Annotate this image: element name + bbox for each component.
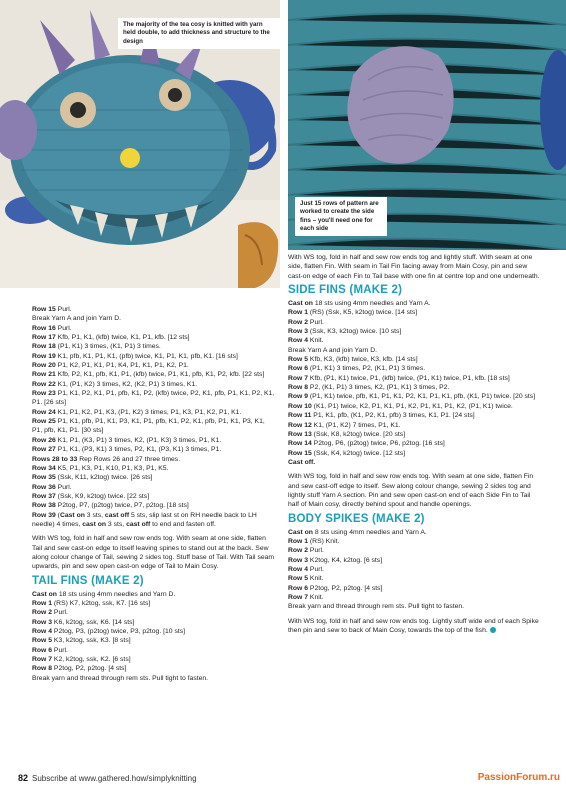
row-emphasis: cast on	[82, 520, 107, 528]
pattern-row-39	[32, 511, 276, 530]
row-label: Row 7	[32, 656, 53, 664]
pattern-row	[32, 436, 276, 445]
row-text: Purl.	[308, 547, 324, 555]
row-text: P2tog, P2, p2tog. [4 sts]	[52, 665, 127, 673]
row-text: P2tog, P3, (p2tog) twice, P3, p2tog. [10 sts]	[52, 628, 186, 635]
row-text: Knit.	[308, 337, 324, 345]
row-label: Row 34	[32, 464, 56, 472]
pattern-row	[32, 455, 276, 464]
pattern-rows-body-spikes	[288, 537, 543, 612]
row-label: Row 14	[288, 440, 312, 448]
side-fin-photo	[288, 0, 566, 250]
pattern-row	[288, 402, 543, 411]
row-label: Row 1	[288, 537, 309, 545]
row-emphasis: cast off	[126, 520, 151, 528]
side-fin-instructions: With WS tog, fold in half and sew row ends tog. With seam at one side, flatten Fin and sew cast-off edge to itself. Sew along colour change, sewing 2 sides tog and lightly stuff Yarn A section. Pin and sew open cast-on end of each Side Fin to Tail half of Main cosy, directly behind spout and handle openings.	[288, 473, 534, 509]
pattern-row	[32, 380, 276, 389]
row-label: Row 26	[32, 436, 56, 444]
row-text: K1, (P1, K2) 7 times, P1, K1.	[311, 421, 401, 429]
side-fins-cast-off: Cast off.	[288, 458, 316, 466]
row-label: Row 24	[32, 408, 56, 416]
body-spikes-heading: BODY SPIKES (MAKE 2)	[288, 512, 425, 525]
row-text: (RS) Knit.	[308, 537, 340, 545]
pattern-row	[288, 593, 543, 602]
row-text: P1, K2, P1, K1, P1, K4, P1, K1, P1, K2, P1.	[55, 362, 189, 370]
row-label: Row 15	[32, 306, 56, 313]
row-text: 3 sts,	[84, 511, 105, 519]
row-text: Break Yarn A and join Yarn D.	[32, 315, 122, 323]
row-text: P1, K1, pfb, (K1, P2, K1, pfb) 3 times, K1, P1. [24 sts]	[311, 412, 475, 420]
pattern-row	[32, 646, 276, 655]
pattern-row	[32, 445, 276, 454]
row-text: P1, K1, P2, K1, P1, pfb, K1, P2, (kfb) twice, P2, K1, pfb, P1, K1, P2, K1, P1. [26 sts]	[32, 390, 275, 407]
pattern-rows-tail	[32, 305, 276, 511]
photo-caption: The majority of the tea cosy is knitted with yarn held double, to add thickness and structure to the design	[118, 18, 280, 49]
row-label: Row 2	[288, 318, 309, 326]
row-text: K6, k2tog, ssk, K6. [14 sts]	[52, 618, 135, 626]
pattern-row	[32, 389, 276, 408]
pattern-row	[288, 602, 543, 611]
row-label: Row 7	[288, 374, 309, 382]
row-text: Purl.	[55, 306, 72, 313]
cast-on-label: Cast on	[288, 300, 313, 308]
row-text: P1, K1, pfb, P1, K1, P3, K1, P1, pfb, K1, P2, K1, pfb, P1, K1, P3, K1, P1, pfb, K1, P1. [30 sts]	[32, 418, 265, 435]
row-label: Row 4	[288, 337, 309, 345]
row-label: Row 13	[288, 430, 312, 438]
pattern-row	[32, 608, 276, 617]
row-label: Row 2	[32, 609, 53, 617]
row-text: K1, (P1, K2) 3 times, K2, (K2, P1) 3 times, K1.	[55, 380, 198, 388]
row-text: (Ssk, K11, k2tog) twice. [26 sts]	[55, 474, 153, 482]
row-text: Purl.	[308, 318, 324, 326]
row-label: Row 23	[32, 390, 56, 398]
pattern-row	[32, 417, 276, 436]
row-text: P2, (K1, P1) 3 times, K2, (P1, K1) 3 times, P2.	[308, 384, 450, 392]
pattern-row	[32, 342, 276, 351]
row-label: Row 6	[288, 584, 309, 592]
row-label: Row 6	[288, 365, 309, 373]
pattern-row	[288, 574, 543, 583]
body-spikes-cast-on	[288, 528, 543, 537]
row-text: Purl.	[52, 609, 68, 617]
row-label: Row 17	[32, 334, 56, 342]
pattern-row	[32, 305, 276, 314]
subscribe-link[interactable]: Subscribe at www.gathered.how/simplyknitting	[32, 774, 197, 783]
row-label: Row 37	[32, 492, 56, 500]
row-label: Row 39	[32, 511, 56, 519]
photo-caption-right: Just 15 rows of pattern are worked to create the side fins – you'll need one for each side	[295, 197, 387, 236]
row-label: Row 10	[288, 402, 312, 410]
pattern-row	[288, 392, 543, 401]
page-footer	[18, 773, 197, 783]
pattern-row	[288, 421, 543, 430]
row-text: (RS) K7, k2tog, ssk, K7. [16 sts]	[52, 599, 151, 607]
row-label: Row 25	[32, 418, 56, 426]
row-label: Row 38	[32, 502, 56, 510]
row-label: Row 5	[288, 356, 309, 364]
row-label: Row 19	[32, 352, 56, 360]
row-text: Purl.	[52, 646, 68, 654]
pattern-row	[32, 483, 276, 492]
row-text: K1, P1, K2, P1, K3, (P1, K2) 3 times, P1, K3, P1, K2, P1, K1.	[55, 408, 242, 416]
row-text: 5 sts, slip last st on RH needle back to LH needle) 4 times,	[32, 511, 257, 528]
row-label: Row 22	[32, 380, 56, 388]
row-text: Kfb, (P1, K1) twice, P1, (kfb) twice, (P1, K1) twice, P1, kfb. [18 sts]	[308, 374, 510, 382]
row-emphasis: Cast on	[59, 511, 85, 519]
row-text: K2tog, K4, k2tog. [6 sts]	[308, 556, 383, 564]
pattern-rows-side-fins	[288, 308, 543, 458]
row-label: Row 15	[288, 449, 312, 457]
pattern-row	[32, 352, 276, 361]
pattern-row	[32, 599, 276, 608]
pattern-row	[32, 664, 276, 673]
row-text: Knit.	[308, 594, 324, 601]
row-text: Break yarn and thread through rem sts. Pull tight to fasten.	[288, 603, 465, 611]
row-text: 3 sts,	[106, 520, 127, 528]
row-text: Purl.	[55, 483, 72, 491]
pattern-row	[288, 556, 543, 565]
pattern-row	[32, 674, 276, 683]
cast-on-text: 8 sts using 4mm needles and Yarn A.	[312, 528, 427, 536]
row-emphasis: cast off	[104, 511, 130, 519]
row-label: Row 1	[288, 309, 309, 317]
row-text: P2tog, P7, (p2tog) twice, P7, p2tog. [18 sts]	[55, 502, 189, 510]
side-fins-heading: SIDE FINS (MAKE 2)	[288, 284, 403, 297]
row-label: Row 18	[32, 343, 56, 351]
row-label: Row 27	[32, 446, 56, 454]
pattern-row	[288, 449, 543, 458]
row-text: Break yarn and thread through rem sts. Pull tight to fasten.	[32, 674, 209, 682]
row-label: Row 1	[32, 599, 53, 607]
pattern-row	[288, 383, 543, 392]
pattern-row	[32, 370, 276, 379]
spike-instructions	[288, 617, 543, 636]
pattern-row	[32, 333, 276, 342]
pattern-row	[288, 546, 543, 555]
left-column	[32, 305, 276, 683]
row-label: Row 3	[32, 618, 53, 626]
row-label: Row 5	[32, 637, 53, 645]
cast-on-label: Cast on	[288, 528, 313, 536]
row-text: K1, pfb, K1, P1, K1, (pfb) twice, K1, P1, K1, pfb, K1. [16 sts]	[55, 352, 238, 360]
row-text: (Ssk, K3, k2tog) twice. [10 sts]	[308, 328, 402, 336]
row-text: Knit.	[308, 575, 324, 583]
row-text: (Ssk, K9, k2tog) twice. [22 sts]	[55, 492, 150, 500]
row-label: Row 35	[32, 474, 56, 482]
tea-cosy-photo	[0, 0, 280, 288]
row-text: K1, P1, (K3, P1) 3 times, K2, (P1, K3) 3 times, P1, K1.	[55, 436, 222, 444]
row-text: Kfb, P1, K1, (kfb) twice, K1, P1, kfb. [12 sts]	[55, 334, 190, 342]
row-text: (RS) (Ssk, K5, k2tog) twice. [14 sts]	[308, 309, 418, 317]
row-label: Row 3	[288, 556, 309, 564]
row-text: (P1, K1) 3 times, (K1, P1) 3 times.	[55, 343, 161, 351]
tail-fins-heading: TAIL FINS (MAKE 2)	[32, 574, 144, 587]
pattern-rows-tail-fins	[32, 599, 276, 683]
row-label: Row 7	[288, 594, 309, 601]
pattern-row	[288, 336, 543, 345]
tail-fins-cast-on	[32, 590, 276, 599]
pattern-row	[288, 537, 543, 546]
row-label: Row 5	[288, 575, 309, 583]
row-text: (P1, K1) 3 times, P2, (K1, P1) 3 times.	[308, 365, 426, 373]
row-label: Rows 28 to 33	[32, 455, 78, 463]
pattern-row	[288, 327, 543, 336]
row-label: Row 4	[32, 628, 53, 635]
row-text: Kfb, K3, (kfb) twice, K3, kfb. [14 sts]	[308, 356, 418, 364]
row-label: Row 16	[32, 324, 56, 332]
row-text: (Ssk, K4, k2tog) twice. [12 sts]	[311, 449, 406, 457]
end-of-article-icon	[490, 627, 496, 633]
row-text: K2, k2tog, ssk, K2. [6 sts]	[52, 656, 131, 664]
row-text: to end and fasten off.	[150, 520, 216, 528]
row-text: K3, k2tog, ssk, K3. [8 sts]	[52, 637, 131, 645]
row-label: Row 36	[32, 483, 56, 491]
row-text: P1, K1, (P3, K1) 3 times, P2, K1, (P3, K1) 3 times, P1.	[55, 446, 222, 454]
page-number: 82	[18, 773, 29, 783]
pattern-row	[288, 318, 543, 327]
fin-attach-instructions: With WS tog, fold in half and sew row ends tog and lightly stuff. With seam at one side, flatten Fin. With seam in Tail Fin facing away from Main Cosy, pin and sew cast-on edge of each Fin to Tail base with one fin at centre top and one underneath.	[288, 254, 540, 280]
pattern-row	[288, 411, 543, 420]
row-text: Kfb, P2, K1, pfb, K1, P1, (kfb) twice, P1, K1, pfb, K1, P2, kfb. [22 sts]	[55, 371, 265, 379]
pattern-row	[32, 361, 276, 370]
row-label: Row 21	[32, 371, 56, 379]
row-text: P2tog, P6, (p2tog) twice, P6, p2tog. [16 sts]	[311, 440, 445, 448]
row-text: (P1, K1) twice, pfb, K1, P1, K1, P2, K1, P1, K1, pfb, (K1, P1) twice. [20 sts]	[308, 393, 536, 401]
row-label: Row 2	[288, 547, 309, 555]
row-label: Row 3	[288, 328, 309, 336]
pattern-row	[288, 374, 543, 383]
pattern-row	[32, 492, 276, 501]
row-text: P2tog, P2, p2tog. [4 sts]	[308, 584, 383, 592]
pattern-row	[32, 655, 276, 664]
side-fins-cast-on	[288, 299, 543, 308]
pattern-row	[288, 430, 543, 439]
row-text: K5, P1, K3, P1, K10, P1, K3, P1, K5.	[55, 464, 169, 472]
row-text: Purl.	[308, 565, 324, 573]
tail-instructions: With WS tog, fold in half and sew row ends tog. With seam at one side, flatten Tail and sew cast-on edge to itself leaving spines to stand out at the back. Sew along colour change of Tail, sewing 2 sides tog. Stuff base of Tail. With Tail seam upwards, pin and sew open cast-on edge of Tail to Main Cosy.	[32, 535, 275, 571]
pattern-row	[288, 584, 543, 593]
row-text: (K1, P1) twice, K2, P1, K1, P1, K2, P1, K1, P1, K2, (P1, K1) twice.	[311, 402, 513, 410]
pattern-row	[32, 464, 276, 473]
row-label: Row 8	[288, 384, 309, 392]
row-text: (Ssk, K8, k2tog) twice. [20 sts]	[311, 430, 406, 438]
right-column	[288, 253, 543, 635]
row-label: Row 6	[32, 646, 53, 654]
pattern-row	[32, 408, 276, 417]
row-label: Row 11	[288, 412, 312, 420]
pattern-row	[32, 627, 276, 636]
row-label: Row 8	[32, 665, 53, 673]
row-label: Row 12	[288, 421, 312, 429]
spike-instructions-text: With WS tog, fold in half and sew row ends tog. Lightly stuff wide end of each Spike then pin and sew to back of Main Cosy, towards the top of the fish.	[288, 617, 539, 635]
pattern-row	[288, 346, 543, 355]
row-text: Rep Rows 26 and 27 three times.	[77, 455, 181, 463]
pattern-row	[32, 501, 276, 510]
row-label: Row 20	[32, 362, 56, 370]
pattern-row	[288, 565, 543, 574]
cast-on-text: 18 sts using 4mm needles and Yarn A.	[312, 300, 431, 308]
cast-on-text: 18 sts using 4mm needles and Yarn D.	[56, 590, 176, 598]
cast-on-label: Cast on	[32, 590, 57, 598]
pattern-row	[32, 636, 276, 645]
pattern-row	[32, 473, 276, 482]
pattern-row	[32, 324, 276, 333]
watermark: PassionForum.ru	[477, 772, 560, 783]
row-text: (	[55, 511, 60, 519]
pattern-row	[32, 618, 276, 627]
row-label: Row 4	[288, 565, 309, 573]
row-label: Row 9	[288, 393, 309, 401]
pattern-row	[288, 355, 543, 364]
row-text: Break Yarn A and join Yarn D.	[288, 346, 378, 354]
pattern-row	[32, 314, 276, 323]
pattern-row	[288, 364, 543, 373]
pattern-row	[288, 439, 543, 448]
row-text: Purl.	[55, 324, 72, 332]
pattern-row	[288, 308, 543, 317]
